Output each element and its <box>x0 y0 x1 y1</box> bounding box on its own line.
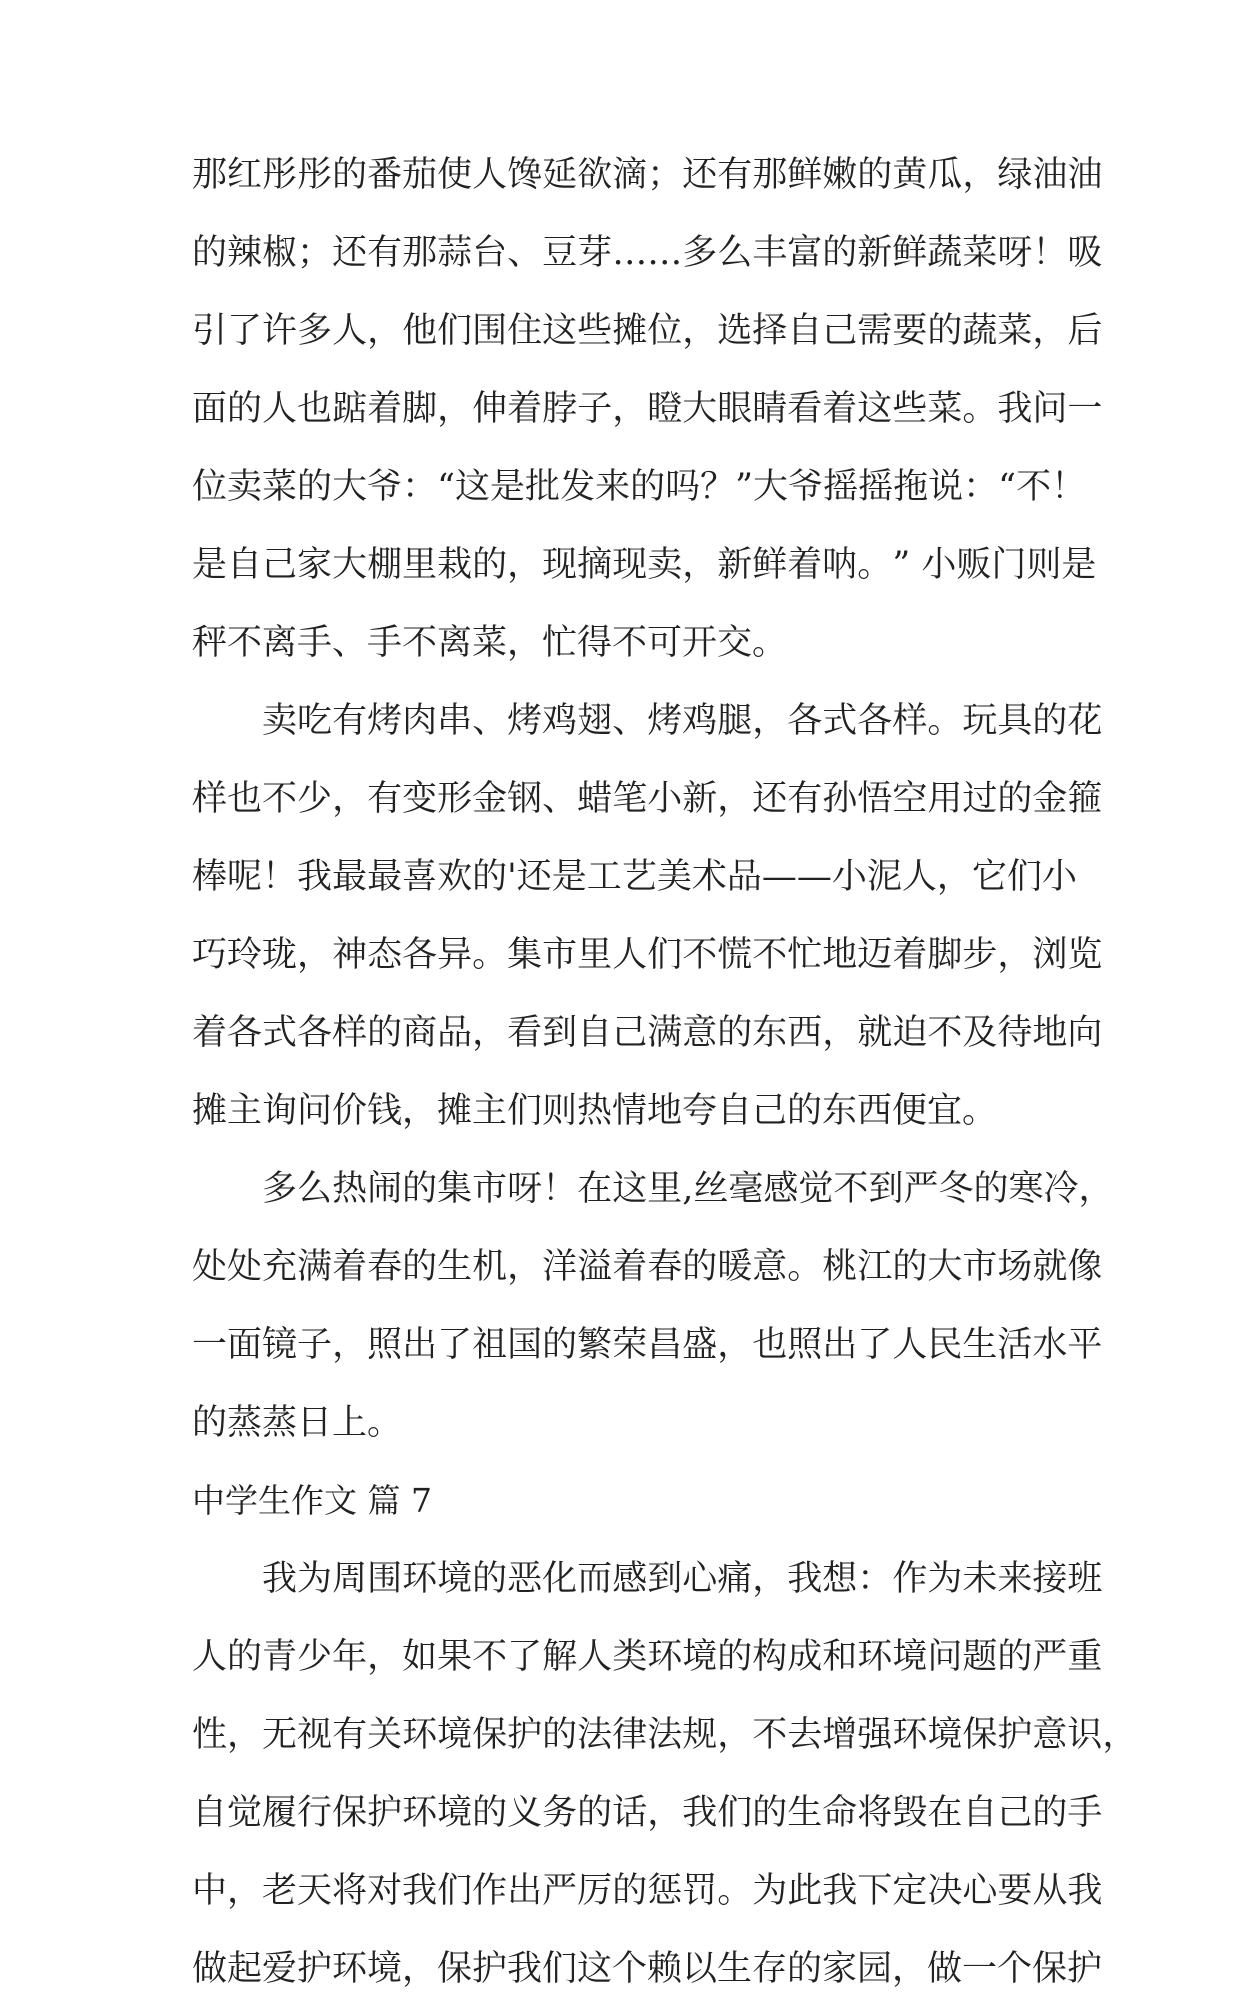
text-line: 卖 吃 有 烤 肉 串 、 烤 鸡 翅 、 烤 鸡 腿 ， 各 式 各 样 。 玩 具 的 花 <box>262 701 1103 741</box>
paragraph-lively-market <box>192 1150 1114 1462</box>
text-line: 那 红 彤 彤 的 番 茄 使 人 馋 延 欲 滴 ； 还 有 那 鲜 嫩 的 黄 瓜 ， 绿 油 油 <box>192 155 1103 195</box>
text-line: 引 了 许 多 人 ， 他 们 围 住 这 些 摊 位 ， 选 择 自 己 需 要 的 蔬 菜 ， 后 <box>192 311 1103 351</box>
text-line: 做起爱护环境，保护我们这个赖以生存的家园，做一个保护 <box>192 1949 1103 1989</box>
text-line: 着 各 式 各 样 的 商 品 ， 看 到 自 己 满 意 的 东 西 ， 就 迫 不 及 待 地 向 <box>192 1013 1103 1053</box>
text-line: 处 处 充 满 着 春 的 生 机 ， 洋 溢 着 春 的 暖 意 。 桃 江 的 大 市 场 就 像 <box>192 1247 1103 1287</box>
text-line: 位 卖 菜 的 大 爷 ： “ 这 是 批 发 来 的 吗 ？ ” 大 爷 摇 摇 拖 说 ： “ 不 ！ <box>192 467 1087 507</box>
text-line: 棒 呢 ！ 我 最 最 喜 欢 的 ' 还 是 工 艺 美 术 品 — — 小 泥 人 ， 它 们 小 <box>192 857 1077 897</box>
paragraph-food-and-toys <box>192 682 1103 1150</box>
text-line: 摊主询问价钱，摊主们则热情地夸自己的东西便宜。 <box>192 1091 998 1131</box>
text-line: 样 也 不 少 ， 有 变 形 金 钢 、 蜡 笔 小 新 ， 还 有 孙 悟 空 用 过 的 金 箍 <box>192 779 1103 819</box>
paragraph-market-vegetables <box>192 136 1103 682</box>
text-line: 秤不离手、手不离菜，忙得不可开交。 <box>192 623 788 663</box>
text-line: 面 的 人 也 踮 着 脚 ， 伸 着 脖 子 ， 瞪 大 眼 睛 看 着 这 些 菜 。 我 问 一 <box>192 389 1103 429</box>
text-line: 的蒸蒸日上。 <box>192 1403 403 1443</box>
text-line: 人 的 青 少 年 ， 如 果 不 了 解 人 类 环 境 的 构 成 和 环 境 问 题 的 严 重 <box>192 1637 1103 1677</box>
text-line: 是 自 己 家 大 棚 里 栽 的 ， 现 摘 现 卖 ， 新 鲜 着 呐 。 ” 小 贩 门 则 是 <box>192 545 1097 585</box>
section-heading: 中学生作文 篇 7 <box>192 1481 432 1520</box>
text-line: 多 么 热 闹 的 集 市 呀 ！ 在 这 里 , 丝 毫 感 觉 不 到 严 冬 的 寒 冷 ， <box>262 1169 1114 1209</box>
text-line: 的 辣 椒 ； 还 有 那 蒜 台 、 豆 芽 … … 多 么 丰 富 的 新 鲜 蔬 菜 呀 ！ 吸 <box>192 233 1103 273</box>
paragraph-environment <box>192 1540 1138 2008</box>
text-line: 一 面 镜 子 ， 照 出 了 祖 国 的 繁 荣 昌 盛 ， 也 照 出 了 人 民 生 活 水 平 <box>192 1325 1103 1365</box>
text-line: 我 为 周 围 环 境 的 恶 化 而 感 到 心 痛 ， 我 想 ： 作 为 未 来 接 班 <box>262 1559 1103 1599</box>
text-line: 巧 玲 珑 ， 神 态 各 异 。 集 市 里 人 们 不 慌 不 忙 地 迈 着 脚 步 ， 浏 览 <box>192 935 1103 975</box>
text-line: 性 ， 无 视 有 关 环 境 保 护 的 法 律 法 规 ， 不 去 增 强 环 境 保 护 意 识 ， <box>192 1715 1138 1755</box>
text-line: 中 ， 老 天 将 对 我 们 作 出 严 厉 的 惩 罚 。 为 此 我 下 定 决 心 要 从 我 <box>192 1871 1103 1911</box>
text-line: 自 觉 履 行 保 护 环 境 的 义 务 的 话 ， 我 们 的 生 命 将 毁 在 自 己 的 手 <box>192 1793 1103 1833</box>
